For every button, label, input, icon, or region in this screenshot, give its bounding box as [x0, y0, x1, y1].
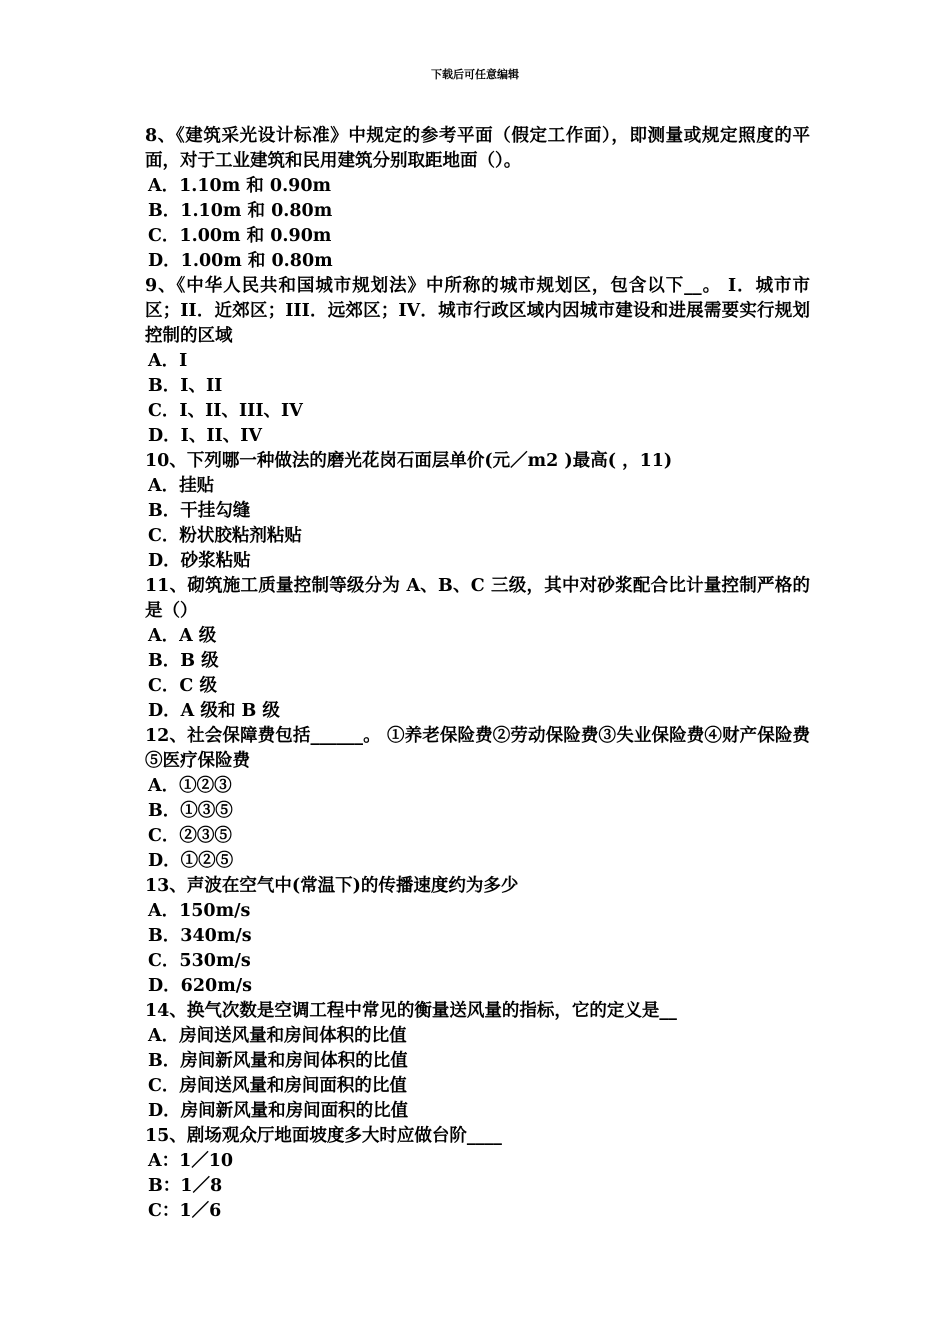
option-b: B．房间新风量和房间体积的比值: [148, 1051, 408, 1071]
option-a: A．A 级: [148, 626, 217, 646]
option-a: A．I: [148, 351, 188, 371]
option-a: A．①②③: [148, 776, 232, 796]
option-d: D．1.00m 和 0.80m: [148, 251, 333, 271]
question-text: 10、下列哪一种做法的磨光花岗石面层单价(元／m2 )最高( ，11): [145, 451, 673, 471]
question-8: [145, 124, 810, 274]
option-c: C．1.00m 和 0.90m: [148, 226, 332, 246]
option-c: C．粉状胶粘剂粘贴: [148, 526, 302, 546]
option-d: D．A 级和 B 级: [148, 701, 280, 721]
option-a: A．挂贴: [148, 476, 215, 496]
page-header: 下载后可任意编辑: [431, 68, 519, 81]
option-b: B．I、II: [148, 376, 223, 396]
question-14: [145, 999, 810, 1124]
option-c: C．I、II、III、IV: [148, 401, 303, 421]
option-b: B：1／8: [148, 1176, 223, 1196]
option-c: C．C 级: [148, 676, 217, 696]
question-12: [145, 724, 810, 874]
question-13: [145, 874, 810, 999]
option-d: D．砂浆粘贴: [148, 551, 251, 571]
option-a: A．房间送风量和房间体积的比值: [148, 1026, 407, 1046]
option-c: C：1／6: [148, 1201, 222, 1221]
option-a: A：1／10: [148, 1151, 234, 1171]
option-b: B．B 级: [148, 651, 219, 671]
option-c: C．530m/s: [148, 951, 251, 971]
question-text: 11、砌筑施工质量控制等级分为 A、B、C 三级，其中对砂浆配合比计量控制严格的是（）: [145, 576, 810, 621]
option-c: C．②③⑤: [148, 826, 232, 846]
option-b: B．干挂勾缝: [148, 501, 251, 521]
question-list: [145, 124, 810, 1224]
question-text: 15、剧场观众厅地面坡度多大时应做台阶____: [145, 1126, 502, 1146]
question-15: [145, 1124, 810, 1224]
option-c: C．房间送风量和房间面积的比值: [148, 1076, 407, 1096]
question-11: [145, 574, 810, 724]
question-9: [145, 274, 810, 449]
question-text: 12、社会保障费包括______。 ①养老保险费②劳动保险费③失业保险费④财产保险费⑤医疗保险费: [145, 726, 810, 771]
question-text: 14、换气次数是空调工程中常见的衡量送风量的指标，它的定义是__: [145, 1001, 677, 1021]
option-d: D．房间新风量和房间面积的比值: [148, 1101, 409, 1121]
question-text: 8、《建筑采光设计标准》中规定的参考平面（假定工作面），即测量或规定照度的平面，对于工业建筑和民用建筑分别取距地面（）。: [145, 126, 810, 171]
option-d: D．①②⑤: [148, 851, 234, 871]
option-d: D．I、II、IV: [148, 426, 262, 446]
option-b: B．340m/s: [148, 926, 252, 946]
question-text: 9、《中华人民共和国城市规划法》中所称的城市规划区，包含以下__。 I．城市市区；II．近郊区；III．远郊区；IV．城市行政区域内因城市建设和进展需要实行规划控制的区域: [145, 276, 810, 346]
question-text: 13、声波在空气中(常温下)的传播速度约为多少: [145, 876, 519, 896]
option-a: A．1.10m 和 0.90m: [148, 176, 332, 196]
option-a: A．150m/s: [148, 901, 251, 921]
option-b: B．①③⑤: [148, 801, 233, 821]
option-b: B．1.10m 和 0.80m: [148, 201, 333, 221]
option-d: D．620m/s: [148, 976, 252, 996]
question-10: [145, 449, 810, 574]
